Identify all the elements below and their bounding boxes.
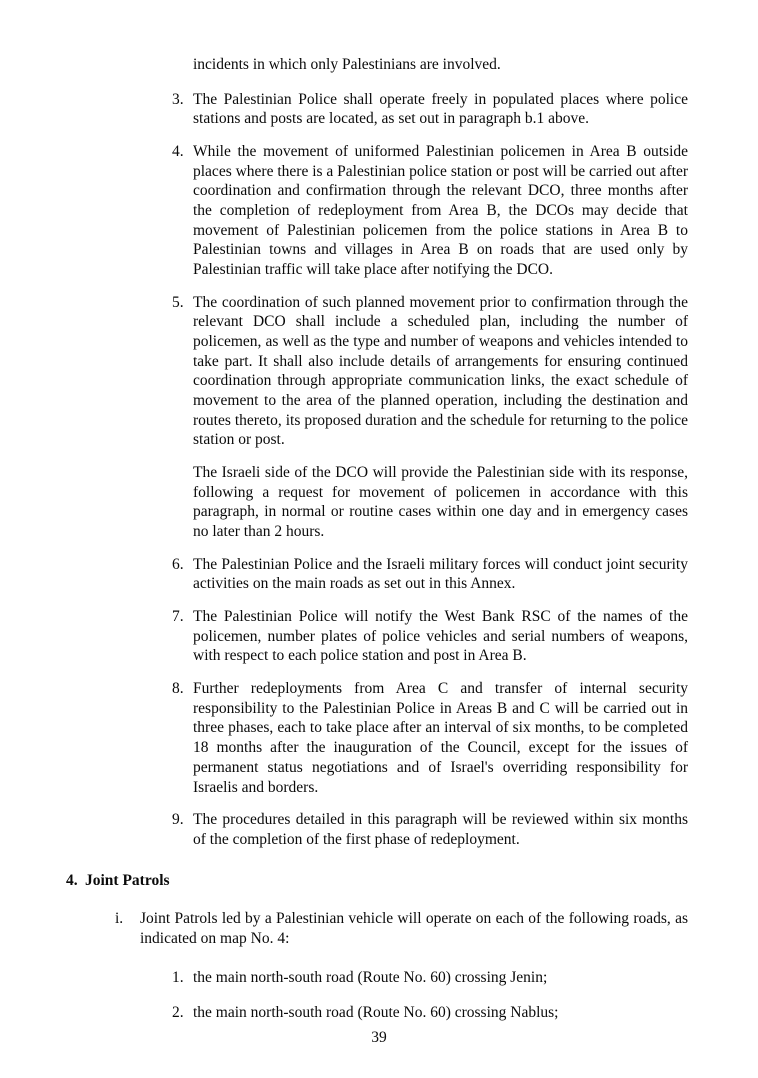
item-number: 7. (172, 608, 184, 626)
heading-title: Joint Patrols (85, 871, 170, 889)
item-number: 1. (172, 968, 184, 986)
list-item-9 (172, 810, 688, 849)
list-item-5 (172, 293, 688, 450)
list-item-4 (172, 142, 688, 280)
item-text: The Palestinian Police will notify the West Bank RSC of the names of the policemen, number plates of police vehicles and serial numbers of weapons, with respect to each police station and post in Area B. (193, 608, 688, 665)
list-item-7 (172, 607, 688, 666)
heading-number: 4. (66, 871, 78, 889)
paragraph-continuation: incidents in which only Palestinians are involved. (193, 56, 501, 73)
item-number: 3. (172, 90, 184, 108)
list-item-5-continuation (172, 463, 688, 542)
item-text: The Palestinian Police shall operate freely in populated places where police stations and posts are located, as set out in paragraph b.1 above. (193, 90, 688, 128)
item-number: 5. (172, 293, 184, 311)
item-number: 2. (172, 1004, 184, 1022)
sub-item-1 (172, 968, 688, 988)
item-number (172, 463, 193, 542)
item-number: i. (115, 910, 124, 928)
item-text: While the movement of uniformed Palestinian policemen in Area B outside places where there is a Palestinian police station or post will be carried out after coordination and confirmation through the relevant DCO, three months after the completion of redeployment from Area B, the DCOs may decide that movement of Palestinian policemen from the police stations in Area B to Palestinian towns and villages in Area B on roads that are used only by Palestinian traffic will take place after notifying the DCO. (193, 143, 688, 279)
item-text: The Palestinian Police and the Israeli military forces will conduct joint security activities on the main roads as set out in this Annex. (193, 555, 688, 593)
section-heading-joint-patrols (66, 871, 758, 891)
page-number: 39 (371, 1029, 387, 1047)
item-text: The Israeli side of the DCO will provide the Palestinian side with its response, following a request for movement of policemen in accordance with this paragraph, in normal or routine cases within one day and in emergency cases no later than 2 hours. (193, 464, 688, 541)
item-text: Further redeployments from Area C and transfer of internal security responsibility to the Palestinian Police in Areas B and C will be carried out in three phases, each to take place after an interval of six months, to be completed 18 months after the inauguration of the Council, except for the issues of permanent status negotiations and of Israel's overriding responsibility for Israelis and borders. (193, 680, 688, 796)
page-content (0, 55, 758, 1039)
item-number: 6. (172, 555, 184, 573)
item-number: 9. (172, 811, 184, 829)
list-item-6 (172, 555, 688, 594)
sub-item-2 (172, 1003, 688, 1023)
item-text: the main north-south road (Route No. 60) crossing Nablus; (193, 1004, 559, 1022)
list-item-i (115, 909, 688, 948)
list-item-3 (172, 90, 688, 129)
item-text: the main north-south road (Route No. 60) crossing Jenin; (193, 968, 548, 986)
item-text: The coordination of such planned movement prior to confirmation through the relevant DCO shall include a scheduled plan, including the number of policemen, as well as the type and number of weapons and vehicles intended to take part. It shall also include details of arrangements for ensuring continued coordination through appropriate communication links, the exact schedule of movement to the area of the planned operation, including the destination and routes thereto, its proposed duration and the schedule for returning to the police station or post. (193, 293, 688, 449)
list-item-8 (172, 679, 688, 797)
item-number: 4. (172, 143, 184, 161)
item-number: 8. (172, 680, 184, 698)
item-text: Joint Patrols led by a Palestinian vehicle will operate on each of the following roads, as indicated on map No. 4: (140, 910, 688, 947)
item-text: The procedures detailed in this paragraph will be reviewed within six months of the completion of the first phase of redeployment. (193, 811, 688, 848)
